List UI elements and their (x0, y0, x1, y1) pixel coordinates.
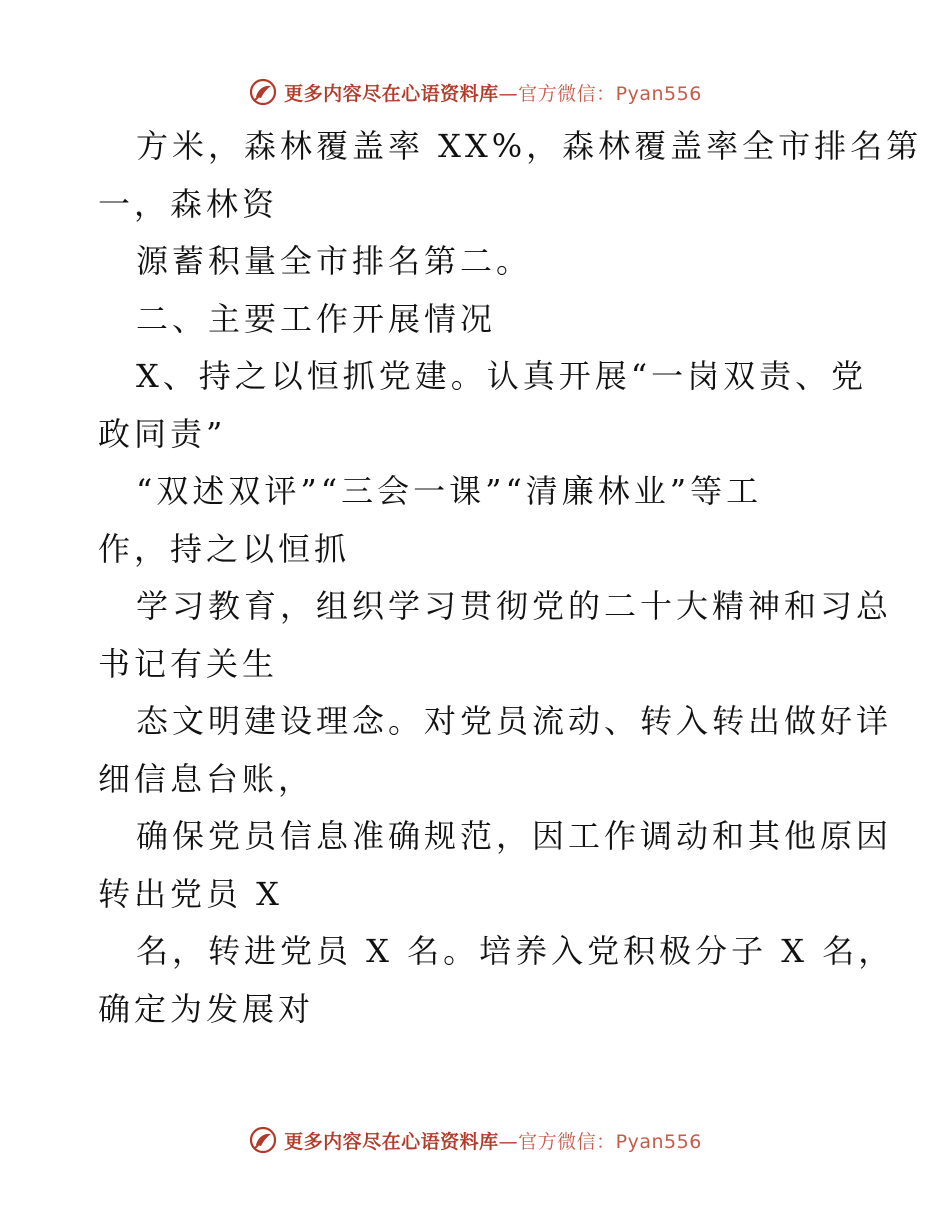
watermark-wechat: 官方微信：Pyan556 (518, 1130, 702, 1153)
watermark-separator: — (498, 82, 519, 105)
watermark-site: 更多内容尽在心语资料库 (284, 1130, 499, 1153)
text-line-1: 方米，森林覆盖率 XX%，森林覆盖率全市排名第 (136, 127, 923, 165)
text-line-5: X、持之以恒抓党建。认真开展“一岗双责、党 (136, 357, 868, 395)
text-line-14: 转出党员 X (98, 874, 283, 913)
text-line-7: “双述双评”“三会一课”“清廉林业”等工 (136, 472, 763, 510)
text-line-9: 学习教育，组织学习贯彻党的二十大精神和习总 (136, 587, 893, 625)
text-line-3: 源蓄积量全市排名第二。 (136, 242, 533, 280)
section-heading: 二、主要工作开展情况 (136, 299, 497, 338)
text-line-12: 细信息台账， (98, 759, 315, 798)
text-line-10: 书记有关生 (98, 644, 279, 683)
document-body (98, 118, 923, 1038)
logo-icon (248, 77, 278, 107)
watermark-text (284, 1127, 702, 1154)
text-line-16: 确定为发展对 (98, 989, 315, 1028)
text-line-6: 政同责” (98, 414, 227, 453)
watermark-site: 更多内容尽在心语资料库 (284, 82, 499, 105)
text-line-15: 名，转进党员 X 名。培养入党积极分子 X 名， (136, 932, 895, 970)
watermark-wechat: 官方微信：Pyan556 (518, 82, 702, 105)
watermark-separator: — (498, 1130, 519, 1153)
text-line-11: 态文明建设理念。对党员流动、转入转出做好详 (136, 702, 893, 740)
watermark-text (284, 79, 702, 106)
logo-icon (248, 1125, 278, 1155)
header-watermark (0, 72, 950, 112)
text-line-13: 确保党员信息准确规范，因工作调动和其他原因 (136, 817, 893, 855)
text-line-2: 一，森林资 (98, 184, 279, 223)
text-line-8: 作，持之以恒抓 (98, 529, 351, 568)
footer-watermark (0, 1120, 950, 1160)
